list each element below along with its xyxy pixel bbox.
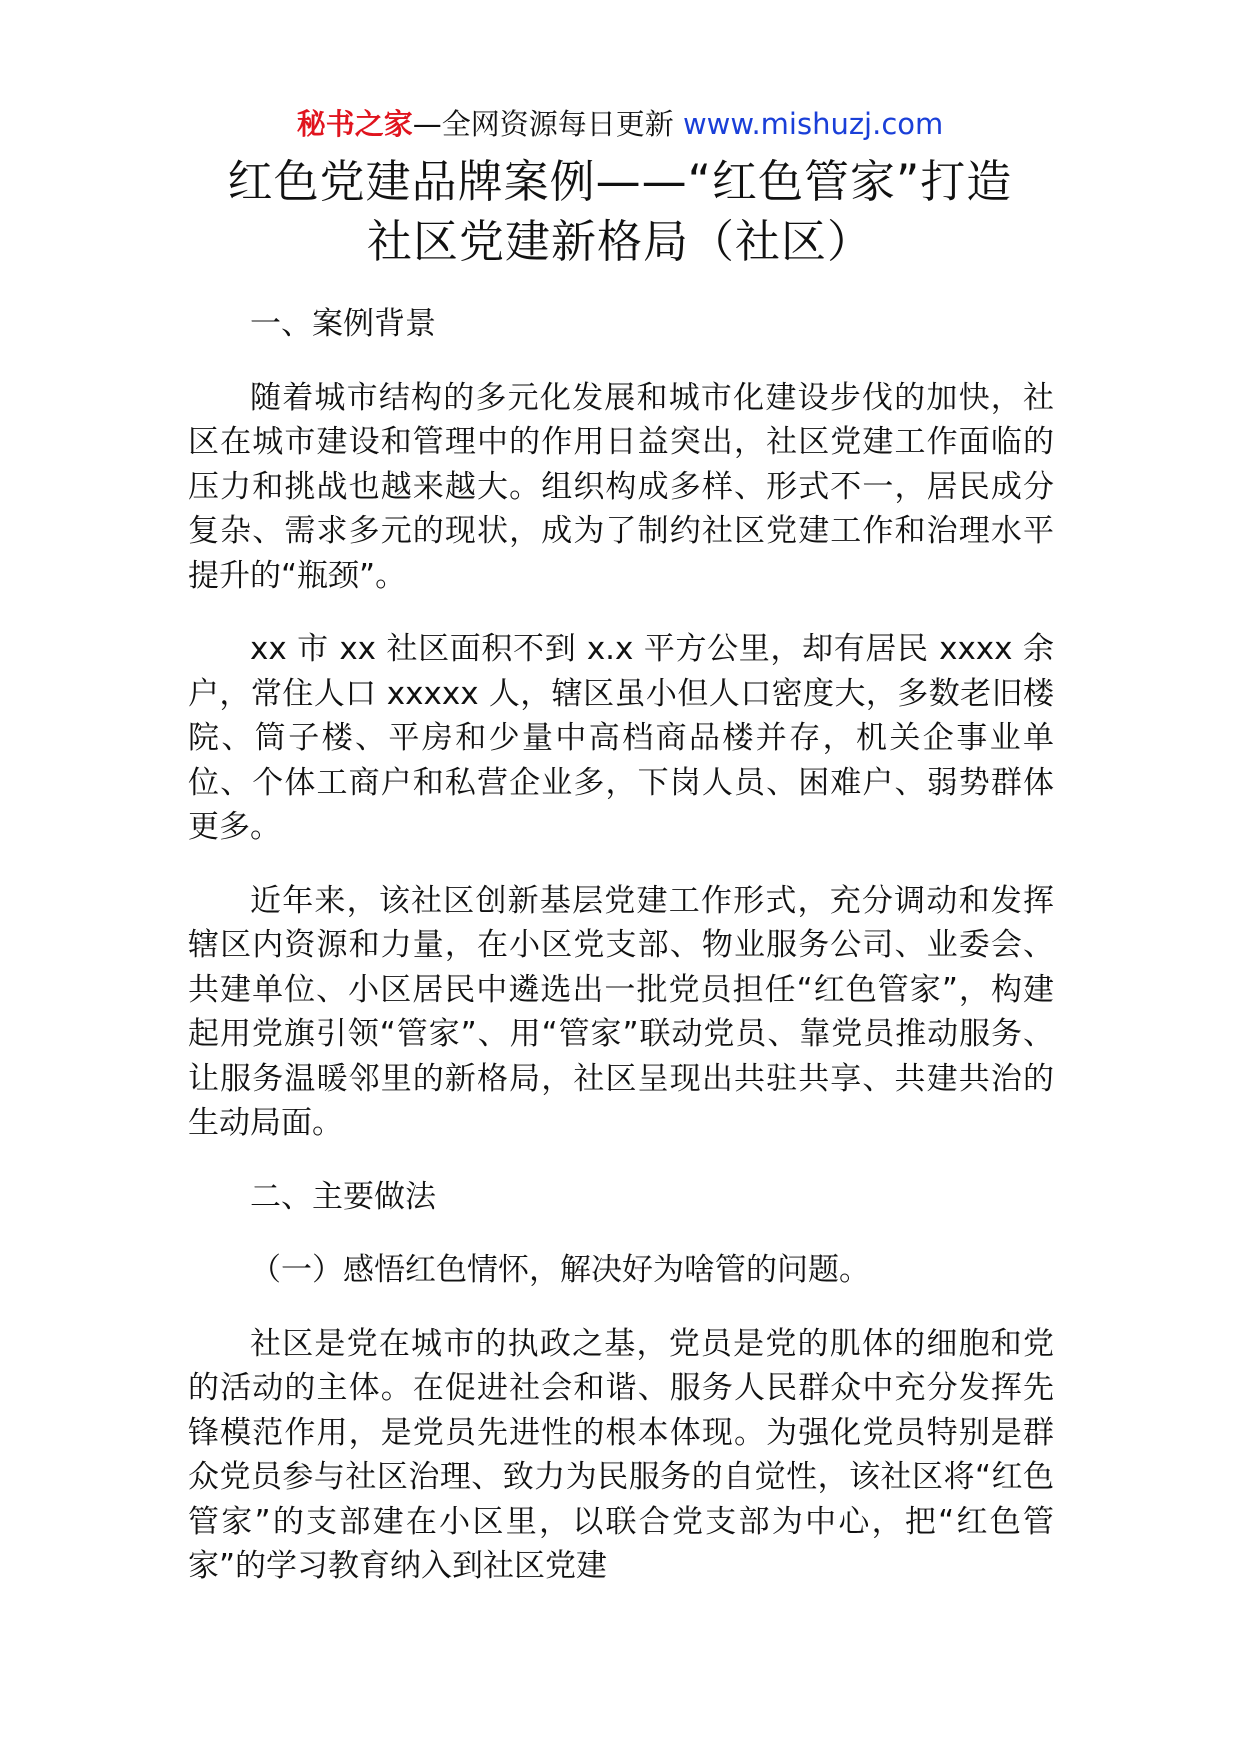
- subsection-heading-1: （一）感悟红色情怀，解决好为啥管的问题。: [250, 1252, 870, 1288]
- site-banner: [0, 104, 1240, 144]
- document-body: [188, 302, 1054, 1618]
- section-heading-methods: 二、主要做法: [250, 1178, 436, 1215]
- site-brand: 秘书之家: [296, 107, 413, 141]
- paragraph-1: 随着城市结构的多元化发展和城市化建设步伐的加快，社区在城市建设和管理中的作用日益突出，社区党建工作面临的压力和挑战也越来越大。组织构成多样、形式不一，居民成分复杂、需求多元的现状，成为了制约社区党建工作和治理水平提升的“瓶颈”。: [188, 379, 1054, 594]
- title-line-2: 社区党建新格局（社区）: [366, 215, 873, 268]
- site-url-link[interactable]: www.mishuzj.com: [682, 107, 944, 141]
- site-tagline: —全网资源每日更新: [412, 107, 674, 141]
- document-title: [150, 152, 1090, 272]
- paragraph-2: xx 市 xx 社区面积不到 x.x 平方公里，却有居民 xxxx 余户，常住人口 xxxxx 人，辖区虽小但人口密度大，多数老旧楼院、筒子楼、平房和少量中高档商品楼并存，机关企事业单位、个体工商户和私营企业多，下岗人员、困难户、弱势群体更多。: [188, 631, 1054, 845]
- section-heading-background: 一、案例背景: [250, 306, 436, 342]
- paragraph-3: 近年来，该社区创新基层党建工作形式，充分调动和发挥辖区内资源和力量，在小区党支部、物业服务公司、业委会、共建单位、小区居民中遴选出一批党员担任“红色管家”，构建起用党旗引领“管家”、用“管家”联动党员、靠党员推动服务、让服务温暖邻里的新格局，社区呈现出共驻共享、共建共治的生动局面。: [188, 882, 1054, 1141]
- paragraph-4: 社区是党在城市的执政之基，党员是党的肌体的细胞和党的活动的主体。在促进社会和谐、服务人民群众中充分发挥先锋模范作用，是党员先进性的根本体现。为强化党员特别是群众党员参与社区治理、致力为民服务的自觉性，该社区将“红色管家”的支部建在小区里，以联合党支部为中心，把“红色管家”的学习教育纳入到社区党建: [188, 1325, 1054, 1584]
- title-line-1: 红色党建品牌案例——“红色管家”打造: [227, 155, 1013, 208]
